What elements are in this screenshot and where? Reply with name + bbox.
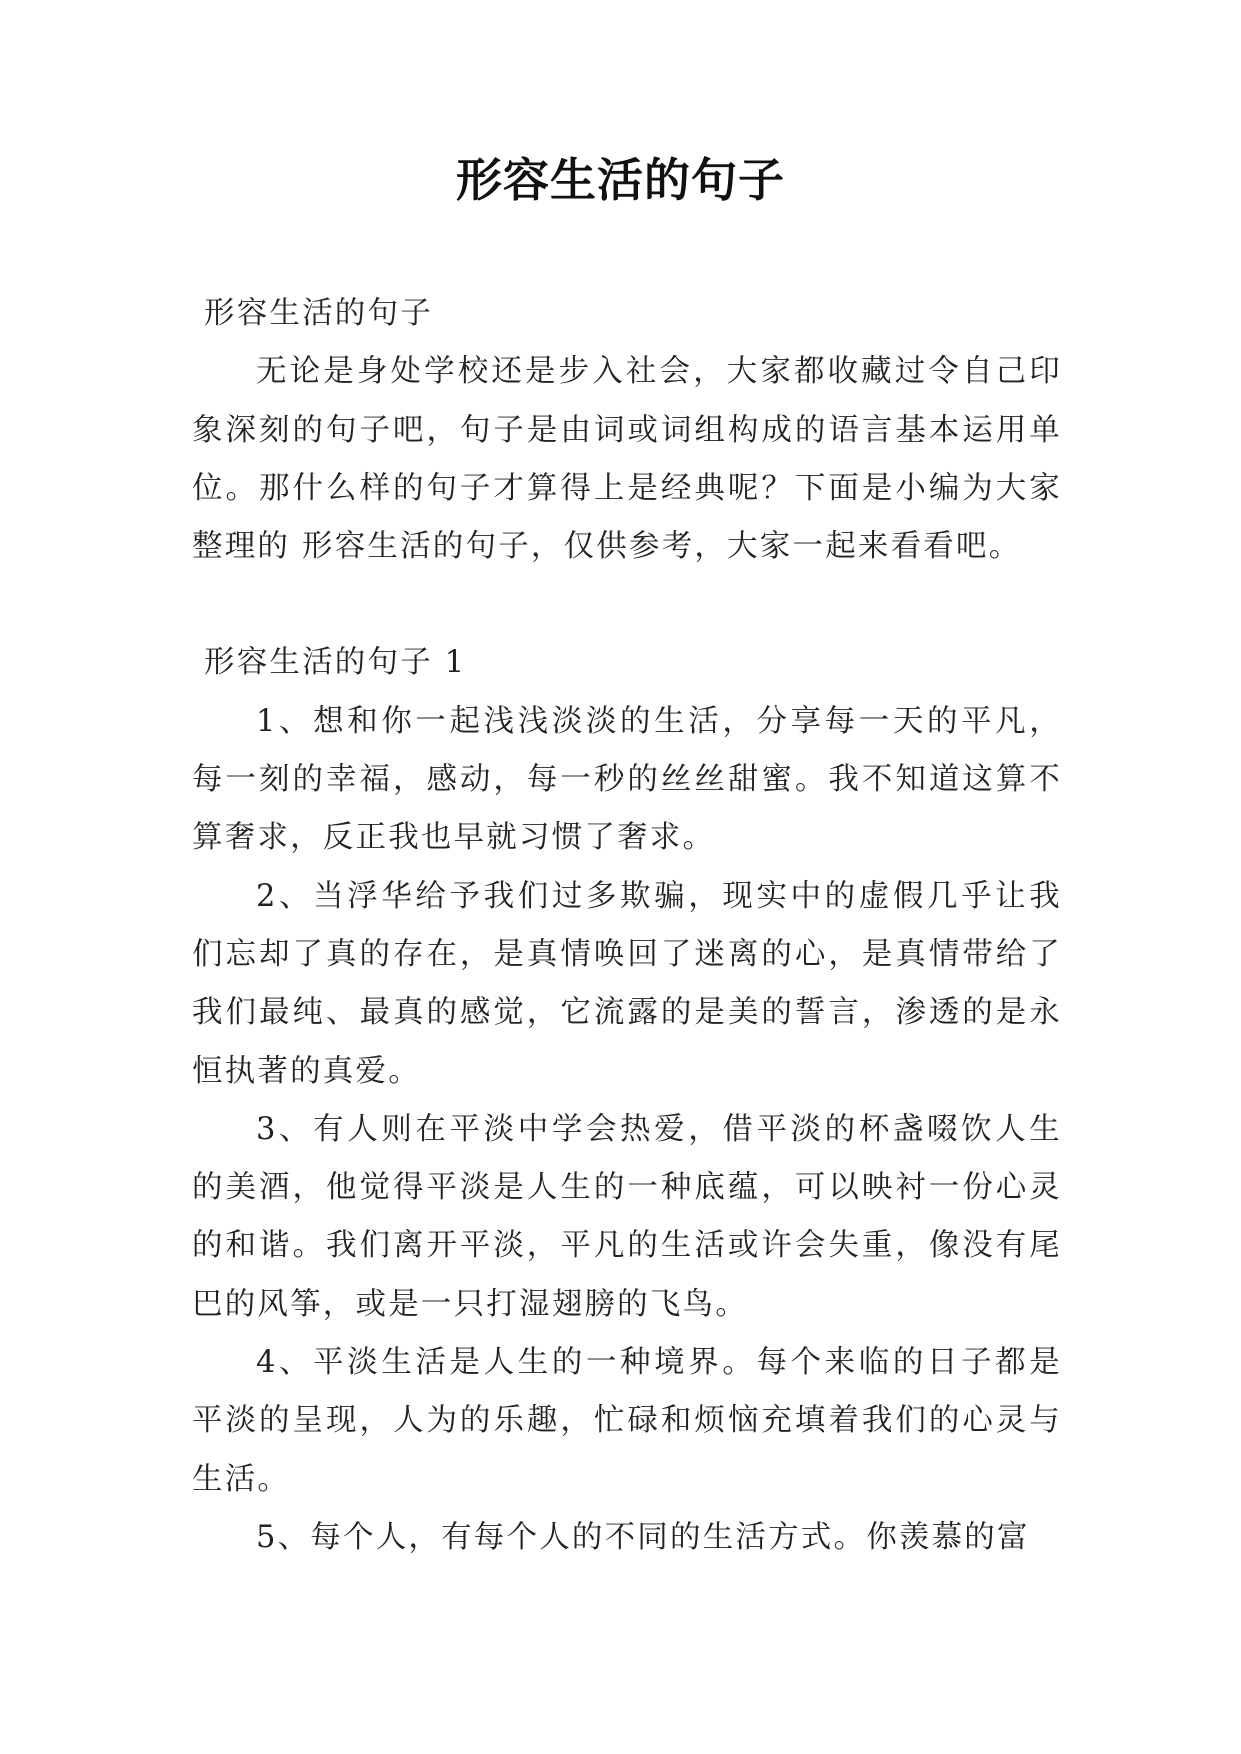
intro-heading: 形容生活的句子 (204, 296, 433, 331)
list-item: 4、平淡生活是人生的一种境界。每个来临的日子都是平淡的呈现，人为的乐趣，忙碌和烦恼充填着我们的心灵与生活。 (192, 1345, 1062, 1497)
list-item: 5、每个人，有每个人的不同的生活方式。你羡慕的富 (256, 1519, 1030, 1555)
list-item: 1、想和你一起浅浅淡淡的生活，分享每一天的平凡，每一刻的幸福，感动，每一秒的丝丝甜蜜。我不知道这算不算奢求，反正我也早就习惯了奢求。 (192, 703, 1062, 856)
section-heading: 形容生活的句子 1 (204, 645, 467, 681)
document-title: 形容生活的句子 (456, 153, 785, 207)
paragraph-spacer (192, 576, 1062, 634)
list-item: 3、有人则在平淡中学会热爱，借平淡的杯盏啜饮人生的美酒，他觉得平淡是人生的一种底蕴，可以映衬一份心灵的和谐。我们离开平淡，平凡的生活或许会失重，像没有尾巴的风筝，或是一只打湿翅膀的飞鸟。 (192, 1111, 1062, 1322)
document-body (192, 285, 1062, 1567)
list-item: 2、当浮华给予我们过多欺骗，现实中的虚假几乎让我们忘却了真的存在，是真情唤回了迷离的心，是真情带给了我们最纯、最真的感觉，它流露的是美的誓言，渗透的是永恒执著的真爱。 (192, 878, 1062, 1089)
intro-paragraph: 无论是身处学校还是步入社会，大家都收藏过令自己印象深刻的句子吧，句子是由词或词组构成的语言基本运用单位。那什么样的句子才算得上是经典呢？下面是小编为大家整理的 形容生活的句子，仅供参考，大家一起来看看吧。 (192, 354, 1062, 565)
